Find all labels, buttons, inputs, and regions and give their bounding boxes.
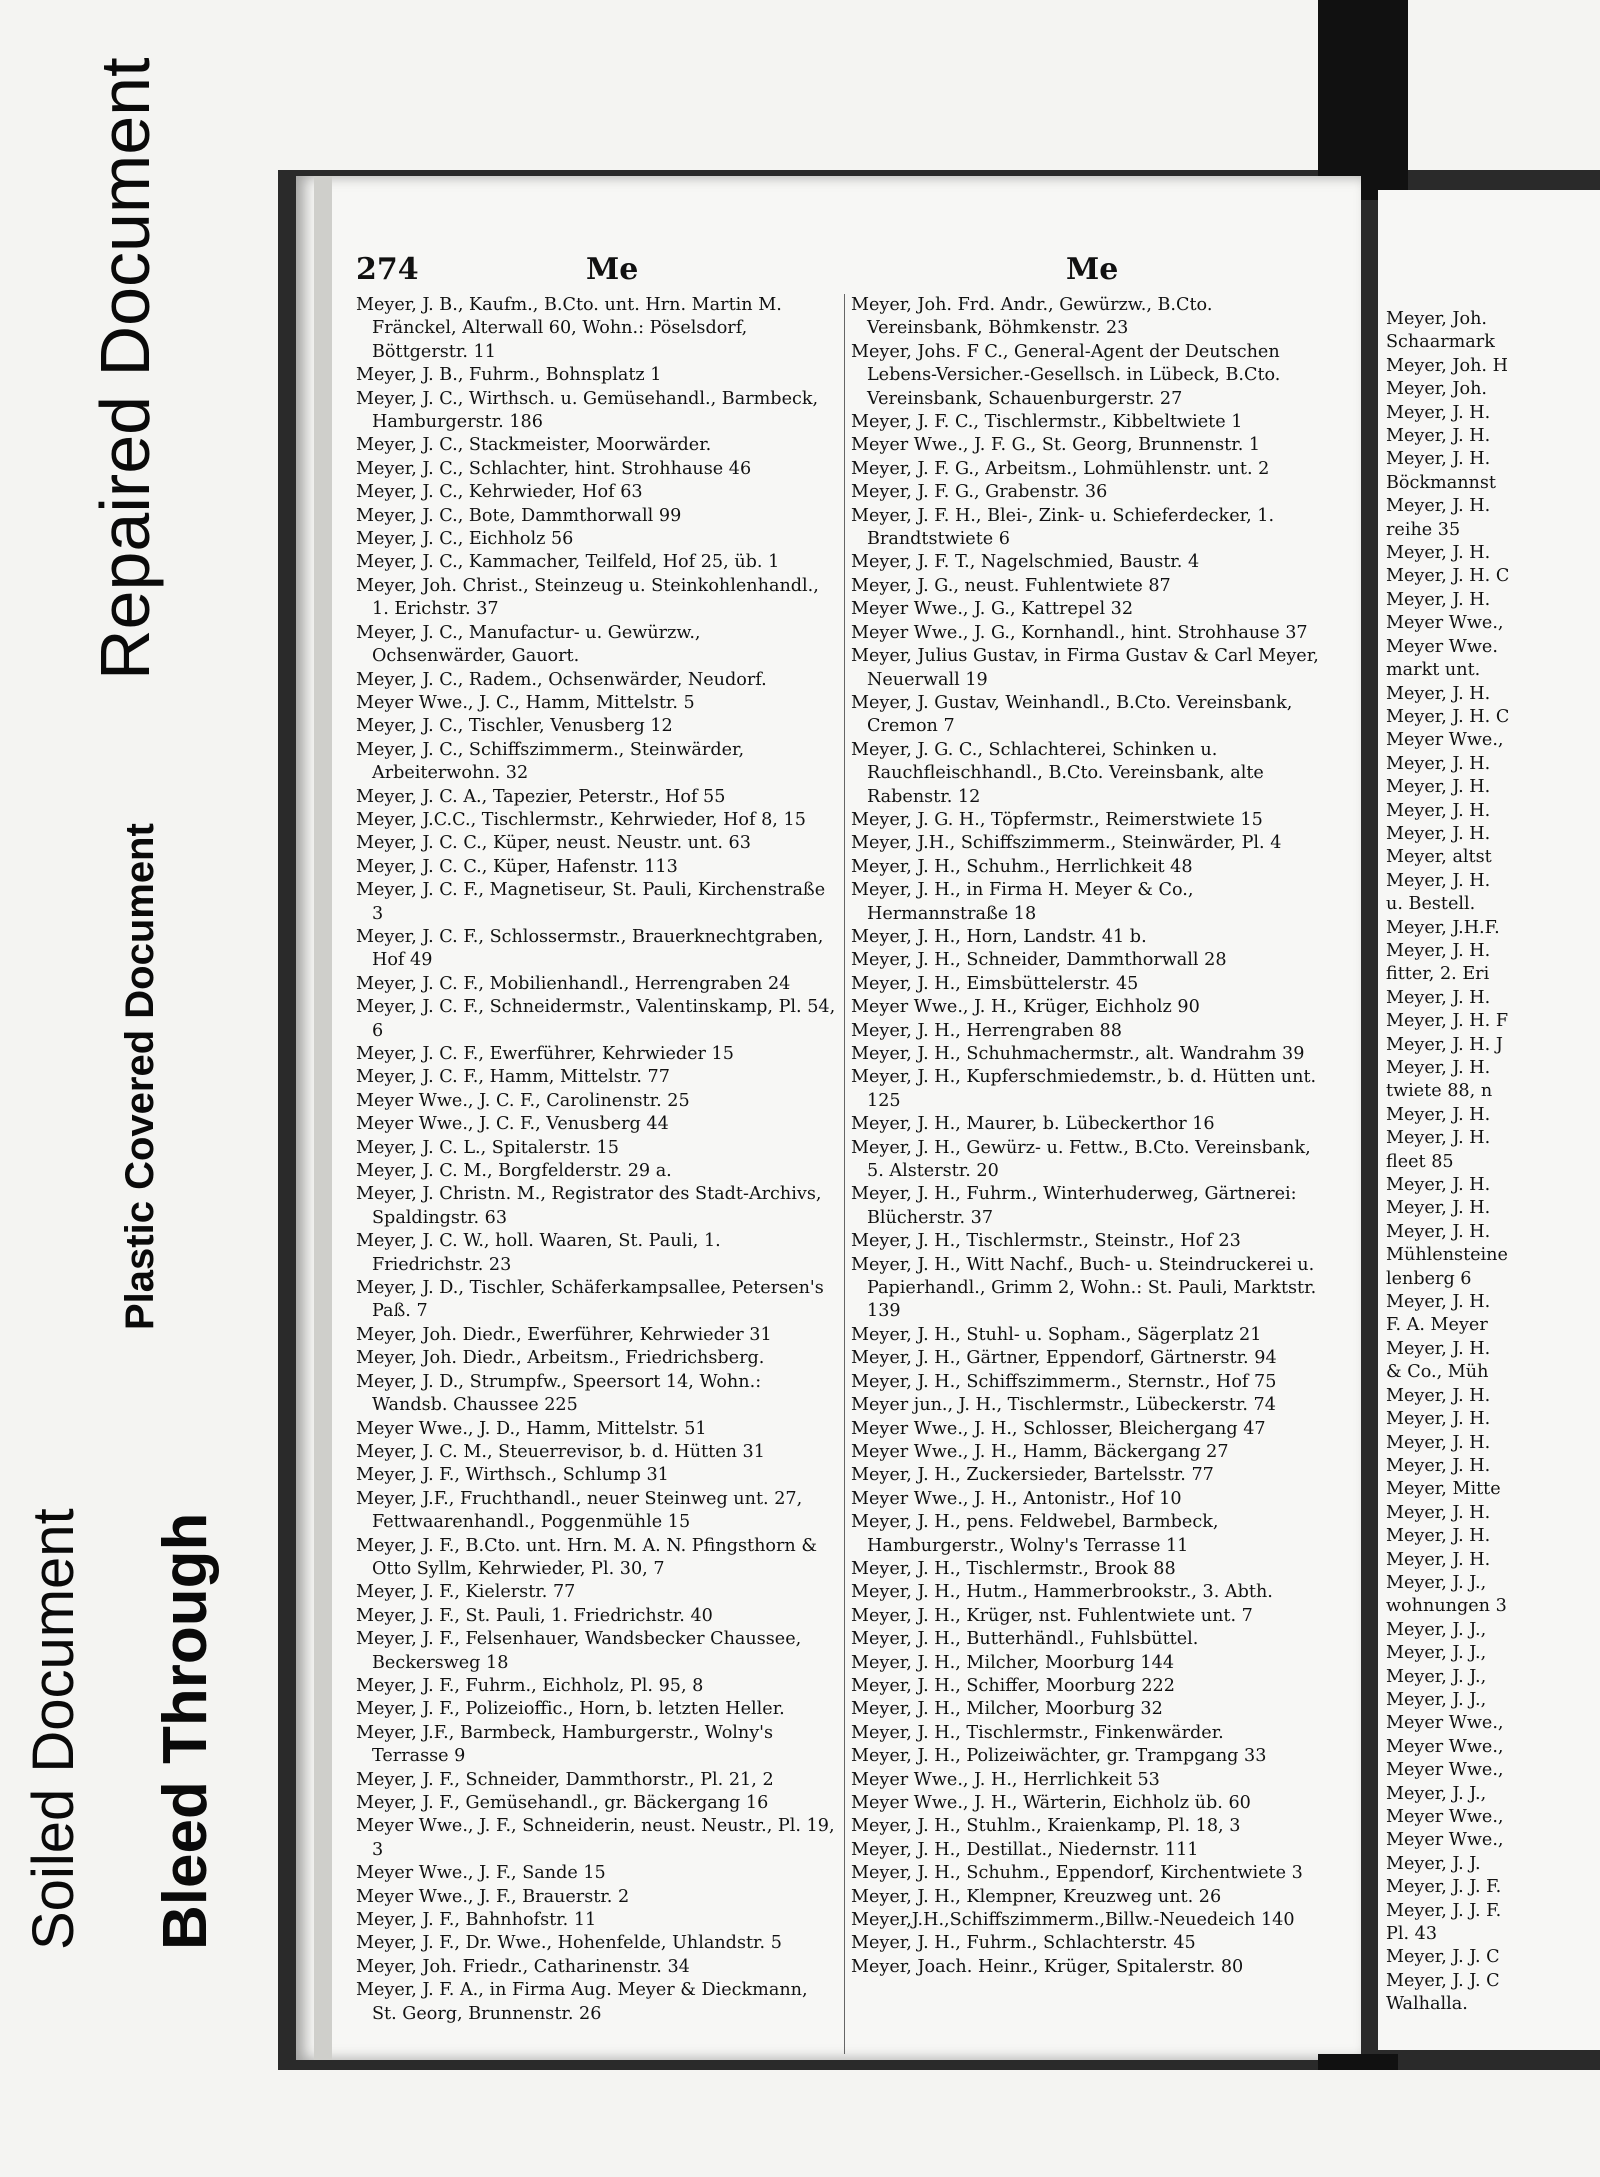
directory-entry: Meyer, Joh. H: [1386, 355, 1508, 376]
directory-entry: Meyer, J. J.,: [1386, 1689, 1487, 1710]
page-number: 274: [356, 252, 419, 287]
directory-entry: Meyer, Mitte: [1386, 1479, 1501, 1500]
directory-entry: Meyer, J. C. F., Schneidermstr., Valentinskamp, Pl. 54, 6: [356, 997, 836, 1041]
directory-entry: Meyer, J. J.: [1386, 1853, 1481, 1874]
directory-entry: Meyer, J. H.: [1386, 496, 1491, 517]
directory-entry: Meyer Wwe., J. G., Kattrepel 32: [851, 599, 1134, 620]
directory-entry: Meyer, J. F. G., Grabenstr. 36: [851, 482, 1108, 503]
directory-entry: Meyer, J. G., neust. Fuhlentwiete 87: [851, 575, 1171, 596]
directory-entry: Meyer, J. C. W., holl. Waaren, St. Pauli, 1. Friedrichstr. 23: [356, 1231, 721, 1275]
directory-entry: Meyer Wwe.: [1386, 636, 1498, 657]
running-head-left: Me: [586, 252, 639, 287]
directory-entry: Meyer Wwe., J. H., Wärterin, Eichholz üb. 60: [851, 1793, 1251, 1813]
directory-entry: Meyer, J. H., Milcher, Moorburg 32: [851, 1699, 1163, 1720]
directory-entry: Meyer, J. H., Hutm., Hammerbrookstr., 3. Abth.: [851, 1582, 1273, 1603]
directory-entry: Meyer, J. G. H., Töpfermstr., Reimerstwiete 15: [851, 809, 1263, 830]
directory-entry: Meyer Wwe.,: [1386, 1713, 1504, 1734]
directory-entry: Meyer, J. H.: [1386, 987, 1491, 1008]
directory-entry: Meyer, J. H., Tischlermstr., Brook 88: [851, 1558, 1176, 1579]
directory-entry: Meyer, J. H., Schiffer, Moorburg 222: [851, 1675, 1175, 1696]
directory-entry: Meyer, J. H.: [1386, 543, 1491, 564]
directory-entry: Meyer, J. C. F., Magnetiseur, St. Pauli, Kirchenstraße 3: [356, 880, 826, 924]
directory-entry: Meyer Wwe., J. F. G., St. Georg, Brunnenstr. 1: [851, 435, 1261, 456]
directory-entry: Meyer, Joh.: [1386, 309, 1488, 329]
directory-entry: Meyer, J. H.: [1386, 1432, 1491, 1453]
directory-entry: Meyer Wwe.,: [1386, 1760, 1504, 1781]
directory-entry: Meyer, Joh. Christ., Steinzeug u. Steinkohlenhandl., 1. Erichstr. 37: [356, 575, 819, 620]
directory-entry: Meyer, J. Christn. M., Registrator des Stadt-Archivs, Spaldingstr. 63: [356, 1184, 822, 1228]
plastic-covered-document-label: Plastic Covered Document: [118, 823, 162, 1330]
directory-entry: Meyer, J. C. L., Spitalerstr. 15: [356, 1137, 619, 1158]
directory-entry: Meyer, J. F., Polizeioffic., Horn, b. letzten Heller.: [356, 1699, 785, 1720]
directory-entry: Meyer, J. H., Fuhrm., Winterhuderweg, Gärtnerei: Blücherstr. 37: [851, 1184, 1297, 1228]
directory-entry: Meyer, J. C., Schlachter, hint. Strohhause 46: [356, 458, 752, 479]
directory-entry: Meyer, J. H., Schuhm., Herrlichkeit 48: [851, 856, 1193, 877]
directory-entry: Walhalla.: [1386, 1994, 1468, 2015]
directory-entry: twiete 88, n: [1386, 1081, 1493, 1102]
directory-entry: Meyer, J. H.: [1386, 402, 1491, 423]
directory-entry: Meyer, J.F., Fruchthandl., neuer Steinweg unt. 27, Fettwaarenhandl., Poggenmühle 15: [356, 1488, 803, 1533]
directory-entry: Meyer, J. C., Radem., Ochsenwärder, Neudorf.: [356, 669, 767, 690]
directory-entry: Meyer, J. F., Schneider, Dammthorstr., Pl. 21, 2: [356, 1769, 774, 1790]
directory-entry: u. Bestell.: [1386, 894, 1476, 915]
directory-entry: Meyer, J. H., in Firma H. Meyer & Co., Hermannstraße 18: [851, 880, 1194, 924]
directory-entry: Meyer, J. J.,: [1386, 1783, 1487, 1804]
directory-entry: Meyer Wwe., J. H., Antonistr., Hof 10: [851, 1488, 1182, 1509]
directory-entry: Meyer, J. C., Kammacher, Teilfeld, Hof 25, üb. 1: [356, 552, 780, 573]
directory-entry: & Co., Müh: [1386, 1362, 1489, 1383]
directory-entry: Meyer, J. H. J: [1386, 1034, 1503, 1055]
directory-entry: Meyer, J. J. F.: [1386, 1900, 1502, 1921]
directory-entry: Meyer, J. B., Fuhrm., Bohnsplatz 1: [356, 365, 662, 386]
directory-entry: Meyer, J. H.: [1386, 1526, 1491, 1547]
directory-entry: Meyer Wwe., J. H., Krüger, Eichholz 90: [851, 997, 1200, 1018]
directory-entry: Meyer, J. C., Bote, Dammthorwall 99: [356, 505, 682, 526]
directory-entry: Meyer, J. H.: [1386, 589, 1491, 610]
directory-entry: Meyer, J. C., Eichholz 56: [356, 529, 574, 550]
directory-entry: Meyer, altst: [1386, 847, 1492, 868]
directory-entry: Meyer Wwe.,: [1386, 730, 1504, 751]
directory-entry: Meyer, Joh. Frd. Andr., Gewürzw., B.Cto. Vereinsbank, Böhmkenstr. 23: [851, 295, 1213, 339]
directory-entry: Meyer, J. H.: [1386, 823, 1491, 844]
directory-entry: Meyer, Joh. Diedr., Ewerführer, Kehrwieder 31: [356, 1324, 772, 1345]
directory-entry: Meyer, J. H.: [1386, 683, 1491, 704]
directory-entry: Meyer, J. C. F., Ewerführer, Kehrwieder 15: [356, 1044, 734, 1064]
directory-entry: Meyer, J. C. A., Tapezier, Peterstr., Hof 55: [356, 786, 726, 807]
directory-entry: Meyer, J. F. H., Blei-, Zink- u. Schieferdecker, 1. Brandtstwiete 6: [851, 505, 1275, 550]
directory-entry: Meyer, J. J. F.: [1386, 1877, 1502, 1898]
directory-entry: Meyer, J. C., Stackmeister, Moorwärder.: [356, 435, 712, 456]
directory-entry: Meyer Wwe., J. H., Hamm, Bäckergang 27: [851, 1441, 1229, 1462]
directory-entry: Meyer, J. H.: [1386, 1292, 1491, 1313]
directory-entry: Meyer, J. C. C., Küper, neust. Neustr. unt. 63: [356, 833, 751, 854]
directory-entry: Meyer, J. F. T., Nagelschmied, Baustr. 4: [851, 552, 1200, 573]
directory-entry: Meyer, J. H.: [1386, 1104, 1491, 1125]
binding-bar-bottom: [1318, 2054, 1398, 2070]
soiled-document-label: Soiled Document: [21, 1508, 86, 1950]
directory-entry: Meyer, J. C. M., Borgfelderstr. 29 a.: [356, 1161, 672, 1182]
directory-entry: Böckmannst: [1386, 472, 1496, 493]
binding-strip: [314, 176, 332, 2060]
directory-entry: Meyer, J. Gustav, Weinhandl., B.Cto. Vereinsbank, Cremon 7: [851, 692, 1293, 737]
directory-entry: Meyer, J. F. G., Arbeitsm., Lohmühlenstr. unt. 2: [851, 458, 1270, 479]
right-page: [1378, 190, 1600, 2050]
directory-entry: Meyer, J. H., Butterhändl., Fuhlsbüttel.: [851, 1629, 1199, 1650]
directory-entry: Meyer, J. H. F: [1386, 1011, 1509, 1032]
directory-entry: Meyer, J. H.: [1386, 940, 1491, 961]
directory-entry: Meyer, J. H.: [1386, 1549, 1491, 1570]
directory-column-left: [356, 294, 836, 2026]
directory-entry: Meyer, J. C. F., Hamm, Mittelstr. 77: [356, 1067, 670, 1088]
directory-entry: Meyer, J. F. C., Tischlermstr., Kibbeltwiete 1: [851, 412, 1243, 433]
directory-entry: Meyer Wwe., J. F., Sande 15: [356, 1863, 606, 1884]
directory-entry: Meyer, J. F., Felsenhauer, Wandsbecker Chaussee, Beckersweg 18: [356, 1629, 802, 1673]
directory-entry: Meyer, J. J. C: [1386, 1947, 1500, 1968]
directory-entry: Meyer, J. F., Fuhrm., Eichholz, Pl. 95, 8: [356, 1675, 704, 1696]
directory-column-partial: [1386, 308, 1600, 2017]
directory-entry: Meyer, J. H., Gärtner, Eppendorf, Gärtnerstr. 94: [851, 1348, 1277, 1369]
directory-entry: Meyer, J.C.C., Tischlermstr., Kehrwieder, Hof 8, 15: [356, 809, 806, 830]
directory-entry: Meyer, J. F., Wirthsch., Schlump 31: [356, 1465, 669, 1486]
directory-entry: Meyer, J. H., Fuhrm., Schlachterstr. 45: [851, 1933, 1196, 1954]
directory-entry: Meyer, J. C., Tischler, Venusberg 12: [356, 716, 673, 737]
directory-entry: Meyer, J. J.,: [1386, 1666, 1487, 1687]
binding-bar: [1318, 0, 1408, 200]
directory-entry: Meyer Wwe.,: [1386, 613, 1504, 634]
directory-entry: Meyer, J. H.: [1386, 777, 1491, 798]
directory-entry: Meyer, J. F., Dr. Wwe., Hohenfelde, Uhlandstr. 5: [356, 1933, 782, 1954]
directory-entry: Meyer, J. H., Eimsbüttelerstr. 45: [851, 973, 1139, 994]
directory-entry: Meyer, J. H., Klempner, Kreuzweg unt. 26: [851, 1886, 1222, 1907]
directory-entry: Meyer, J. C., Schiffszimmerm., Steinwärder, Arbeiterwohn. 32: [356, 739, 745, 784]
directory-entry: Meyer, J. J.,: [1386, 1572, 1487, 1593]
directory-entry: Meyer Wwe., J. G., Kornhandl., hint. Strohhause 37: [851, 622, 1308, 643]
directory-entry: Meyer, J. H.: [1386, 1198, 1491, 1219]
directory-entry: Meyer, J. F., Kielerstr. 77: [356, 1582, 576, 1603]
directory-entry: Meyer, J. H. C: [1386, 566, 1510, 587]
directory-entry: Meyer, J. H., Tischlermstr., Steinstr., Hof 23: [851, 1231, 1241, 1252]
directory-entry: Pl. 43: [1386, 1924, 1438, 1945]
directory-entry: Meyer, J. H., pens. Feldwebel, Barmbeck, Hamburgerstr., Wolny's Terrasse 11: [851, 1512, 1219, 1556]
directory-entry: Meyer, J. H., Polizeiwächter, gr. Trampgang 33: [851, 1746, 1267, 1767]
directory-entry: Meyer, J. F., B.Cto. unt. Hrn. M. A. N. Pfingsthorn & Otto Syllm, Kehrwieder, Pl. 30, 7: [356, 1535, 817, 1579]
directory-entry: Meyer, J. H., Zuckersieder, Bartelsstr. 77: [851, 1465, 1214, 1486]
directory-entry: Meyer Wwe.,: [1386, 1736, 1504, 1757]
directory-entry: Meyer, J. H., Schiffszimmerm., Sternstr., Hof 75: [851, 1371, 1277, 1392]
directory-entry: Mühlensteine: [1386, 1245, 1508, 1266]
directory-entry: Meyer, J.H.F.: [1386, 917, 1500, 938]
directory-entry: fleet 85: [1386, 1151, 1454, 1172]
directory-entry: Meyer Wwe., J. H., Schlosser, Bleichergang 47: [851, 1418, 1266, 1439]
directory-entry: Meyer, J. F. A., in Firma Aug. Meyer & Dieckmann, St. Georg, Brunnenstr. 26: [356, 1980, 808, 2024]
directory-entry: Meyer, J. H.: [1386, 426, 1491, 447]
directory-entry: Meyer, Joh. Friedr., Catharinenstr. 34: [356, 1956, 690, 1977]
directory-entry: Meyer, J. H.: [1386, 1502, 1491, 1523]
directory-entry: Schaarmark: [1386, 332, 1495, 353]
directory-entry: Meyer, J. J. C: [1386, 1970, 1500, 1991]
directory-entry: Meyer, J. C. C., Küper, Hafenstr. 113: [356, 856, 678, 877]
directory-entry: Meyer, J. H., Schuhm., Eppendorf, Kirchentwiete 3: [851, 1863, 1303, 1884]
directory-entry: Meyer Wwe.,: [1386, 1830, 1504, 1851]
directory-entry: lenberg 6: [1386, 1268, 1472, 1289]
left-page: [296, 176, 1361, 2060]
directory-entry: Meyer, J. H., Destillat., Niedernstr. 111: [851, 1839, 1199, 1860]
directory-entry: reihe 35: [1386, 519, 1461, 540]
directory-entry: Meyer, J. H., Stuhlm., Kraienkamp, Pl. 18, 3: [851, 1816, 1241, 1837]
directory-entry: fitter, 2. Eri: [1386, 964, 1490, 985]
directory-entry: Meyer, J. H.: [1386, 1385, 1491, 1406]
directory-entry: Meyer, J. H.: [1386, 1455, 1491, 1476]
directory-entry: Meyer, J. H., Herrengraben 88: [851, 1020, 1122, 1041]
directory-entry: markt unt.: [1386, 660, 1481, 681]
directory-entry: Meyer Wwe., J. D., Hamm, Mittelstr. 51: [356, 1418, 707, 1439]
directory-entry: wohnungen 3: [1386, 1596, 1507, 1617]
directory-entry: Meyer, J. H., Schneider, Dammthorwall 28: [851, 950, 1227, 971]
directory-entry: Meyer, J. B., Kaufm., B.Cto. unt. Hrn. Martin M. Fränckel, Alterwall 60, Wohn.: Pöselsdorf, Böttgerstr. 11: [356, 295, 782, 362]
directory-entry: Meyer, J. F., St. Pauli, 1. Friedrichstr. 40: [356, 1605, 713, 1626]
directory-entry: Meyer, J. H.: [1386, 1128, 1491, 1149]
directory-entry: Meyer, J. F., Gemüsehandl., gr. Bäckergang 16: [356, 1793, 769, 1813]
directory-entry: Meyer, Joh. Diedr., Arbeitsm., Friedrichsberg.: [356, 1348, 765, 1369]
directory-entry: Meyer, J. J.,: [1386, 1643, 1487, 1664]
repaired-document-label: Repaired Document: [86, 57, 164, 680]
directory-entry: Meyer, J. H., Kupferschmiedemstr., b. d. Hütten unt. 125: [851, 1067, 1317, 1111]
directory-entry: Meyer, J. H.: [1386, 1175, 1491, 1196]
directory-entry: Meyer, J. D., Strumpfw., Speersort 14, Wohn.: Wandsb. Chaussee 225: [356, 1371, 762, 1416]
directory-entry: F. A. Meyer: [1386, 1315, 1488, 1336]
directory-entry: Meyer Wwe., J. F., Brauerstr. 2: [356, 1886, 630, 1907]
directory-entry: Meyer, J. H.: [1386, 1058, 1491, 1078]
directory-entry: Meyer, J. H., Tischlermstr., Finkenwärder.: [851, 1722, 1224, 1743]
directory-entry: Meyer, J. H.: [1386, 1338, 1491, 1359]
directory-entry: Meyer, Joh.: [1386, 379, 1488, 400]
directory-entry: Meyer Wwe., J. C., Hamm, Mittelstr. 5: [356, 692, 695, 713]
directory-entry: Meyer, J. H.: [1386, 800, 1491, 821]
directory-entry: Meyer, J. C., Manufactur- u. Gewürzw., Ochsenwärder, Gauort.: [356, 622, 701, 667]
directory-entry: Meyer, J.H., Schiffszimmerm., Steinwärder, Pl. 4: [851, 833, 1282, 854]
directory-entry: Meyer, J. H., Gewürz- u. Fettw., B.Cto. Vereinsbank, 5. Alsterstr. 20: [851, 1137, 1311, 1182]
directory-entry: Meyer,J.H.,Schiffszimmerm.,Billw.-Neuedeich 140: [851, 1910, 1295, 1931]
directory-entry: Meyer jun., J. H., Tischlermstr., Lübeckerstr. 74: [851, 1395, 1276, 1416]
directory-column-right: [851, 294, 1331, 1979]
book-photo: [278, 170, 1600, 2070]
directory-entry: Meyer, J. J.,: [1386, 1619, 1487, 1640]
directory-entry: Meyer, J. H. C: [1386, 706, 1510, 727]
directory-entry: Meyer Wwe., J. F., Schneiderin, neust. Neustr., Pl. 19, 3: [356, 1816, 835, 1860]
directory-entry: Meyer Wwe., J. C. F., Carolinenstr. 25: [356, 1090, 690, 1111]
directory-entry: Meyer, J. C. F., Mobilienhandl., Herrengraben 24: [356, 973, 791, 994]
directory-entry: Meyer, J. H., Maurer, b. Lübeckerthor 16: [851, 1114, 1215, 1135]
bleed-through-label: Bleed Through: [151, 1512, 220, 1950]
directory-entry: Meyer, J. H.: [1386, 1221, 1491, 1242]
directory-entry: Meyer, J. C., Kehrwieder, Hof 63: [356, 482, 643, 503]
directory-entry: Meyer Wwe., J. H., Herrlichkeit 53: [851, 1769, 1160, 1790]
directory-entry: Meyer, J. H., Witt Nachf., Buch- u. Steindruckerei u. Papierhandl., Grimm 2, Wohn.: St. Pauli, Marktstr. 139: [851, 1254, 1317, 1322]
directory-entry: Meyer, J. H.: [1386, 753, 1491, 774]
directory-entry: Meyer, J. H.: [1386, 1409, 1491, 1430]
directory-entry: Meyer, J. F., Bahnhofstr. 11: [356, 1910, 597, 1931]
directory-entry: Meyer, J. C., Wirthsch. u. Gemüsehandl., Barmbeck, Hamburgerstr. 186: [356, 388, 819, 433]
directory-entry: Meyer, J. C. M., Steuerrevisor, b. d. Hütten 31: [356, 1441, 765, 1462]
running-head-right: Me: [1066, 252, 1119, 287]
directory-entry: Meyer, Johs. F C., General-Agent der Deutschen Lebens-Versicher.-Gesellsch. in Lübeck, B.Cto. Vereinsbank, Schauenburgerstr. 27: [851, 341, 1281, 409]
directory-entry: Meyer, J. H., Krüger, nst. Fuhlentwiete unt. 7: [851, 1605, 1253, 1626]
directory-entry: Meyer, J. G. C., Schlachterei, Schinken u. Rauchfleischhandl., B.Cto. Vereinsbank, alte Rabenstr. 12: [851, 739, 1264, 807]
directory-entry: Meyer, J. C. F., Schlossermstr., Brauerknechtgraben, Hof 49: [356, 926, 824, 971]
directory-entry: Meyer, J. H.: [1386, 449, 1491, 470]
directory-entry: Meyer, J. H., Schuhmachermstr., alt. Wandrahm 39: [851, 1044, 1305, 1064]
directory-entry: Meyer Wwe.,: [1386, 1807, 1504, 1827]
directory-entry: Meyer, J. H., Stuhl- u. Sopham., Sägerplatz 21: [851, 1324, 1262, 1345]
directory-entry: Meyer, Joach. Heinr., Krüger, Spitalerstr. 80: [851, 1956, 1244, 1977]
directory-entry: Meyer, Julius Gustav, in Firma Gustav & Carl Meyer, Neuerwall 19: [851, 646, 1319, 690]
directory-entry: Meyer Wwe., J. C. F., Venusberg 44: [356, 1114, 669, 1135]
directory-entry: Meyer, J. D., Tischler, Schäferkampsallee, Petersen's Paß. 7: [356, 1278, 824, 1322]
directory-entry: Meyer, J.F., Barmbeck, Hamburgerstr., Wolny's Terrasse 9: [356, 1722, 774, 1767]
directory-entry: Meyer, J. H.: [1386, 870, 1491, 891]
directory-entry: Meyer, J. H., Milcher, Moorburg 144: [851, 1652, 1175, 1673]
directory-entry: Meyer, J. H., Horn, Landstr. 41 b.: [851, 926, 1147, 947]
column-divider: [844, 294, 845, 2054]
